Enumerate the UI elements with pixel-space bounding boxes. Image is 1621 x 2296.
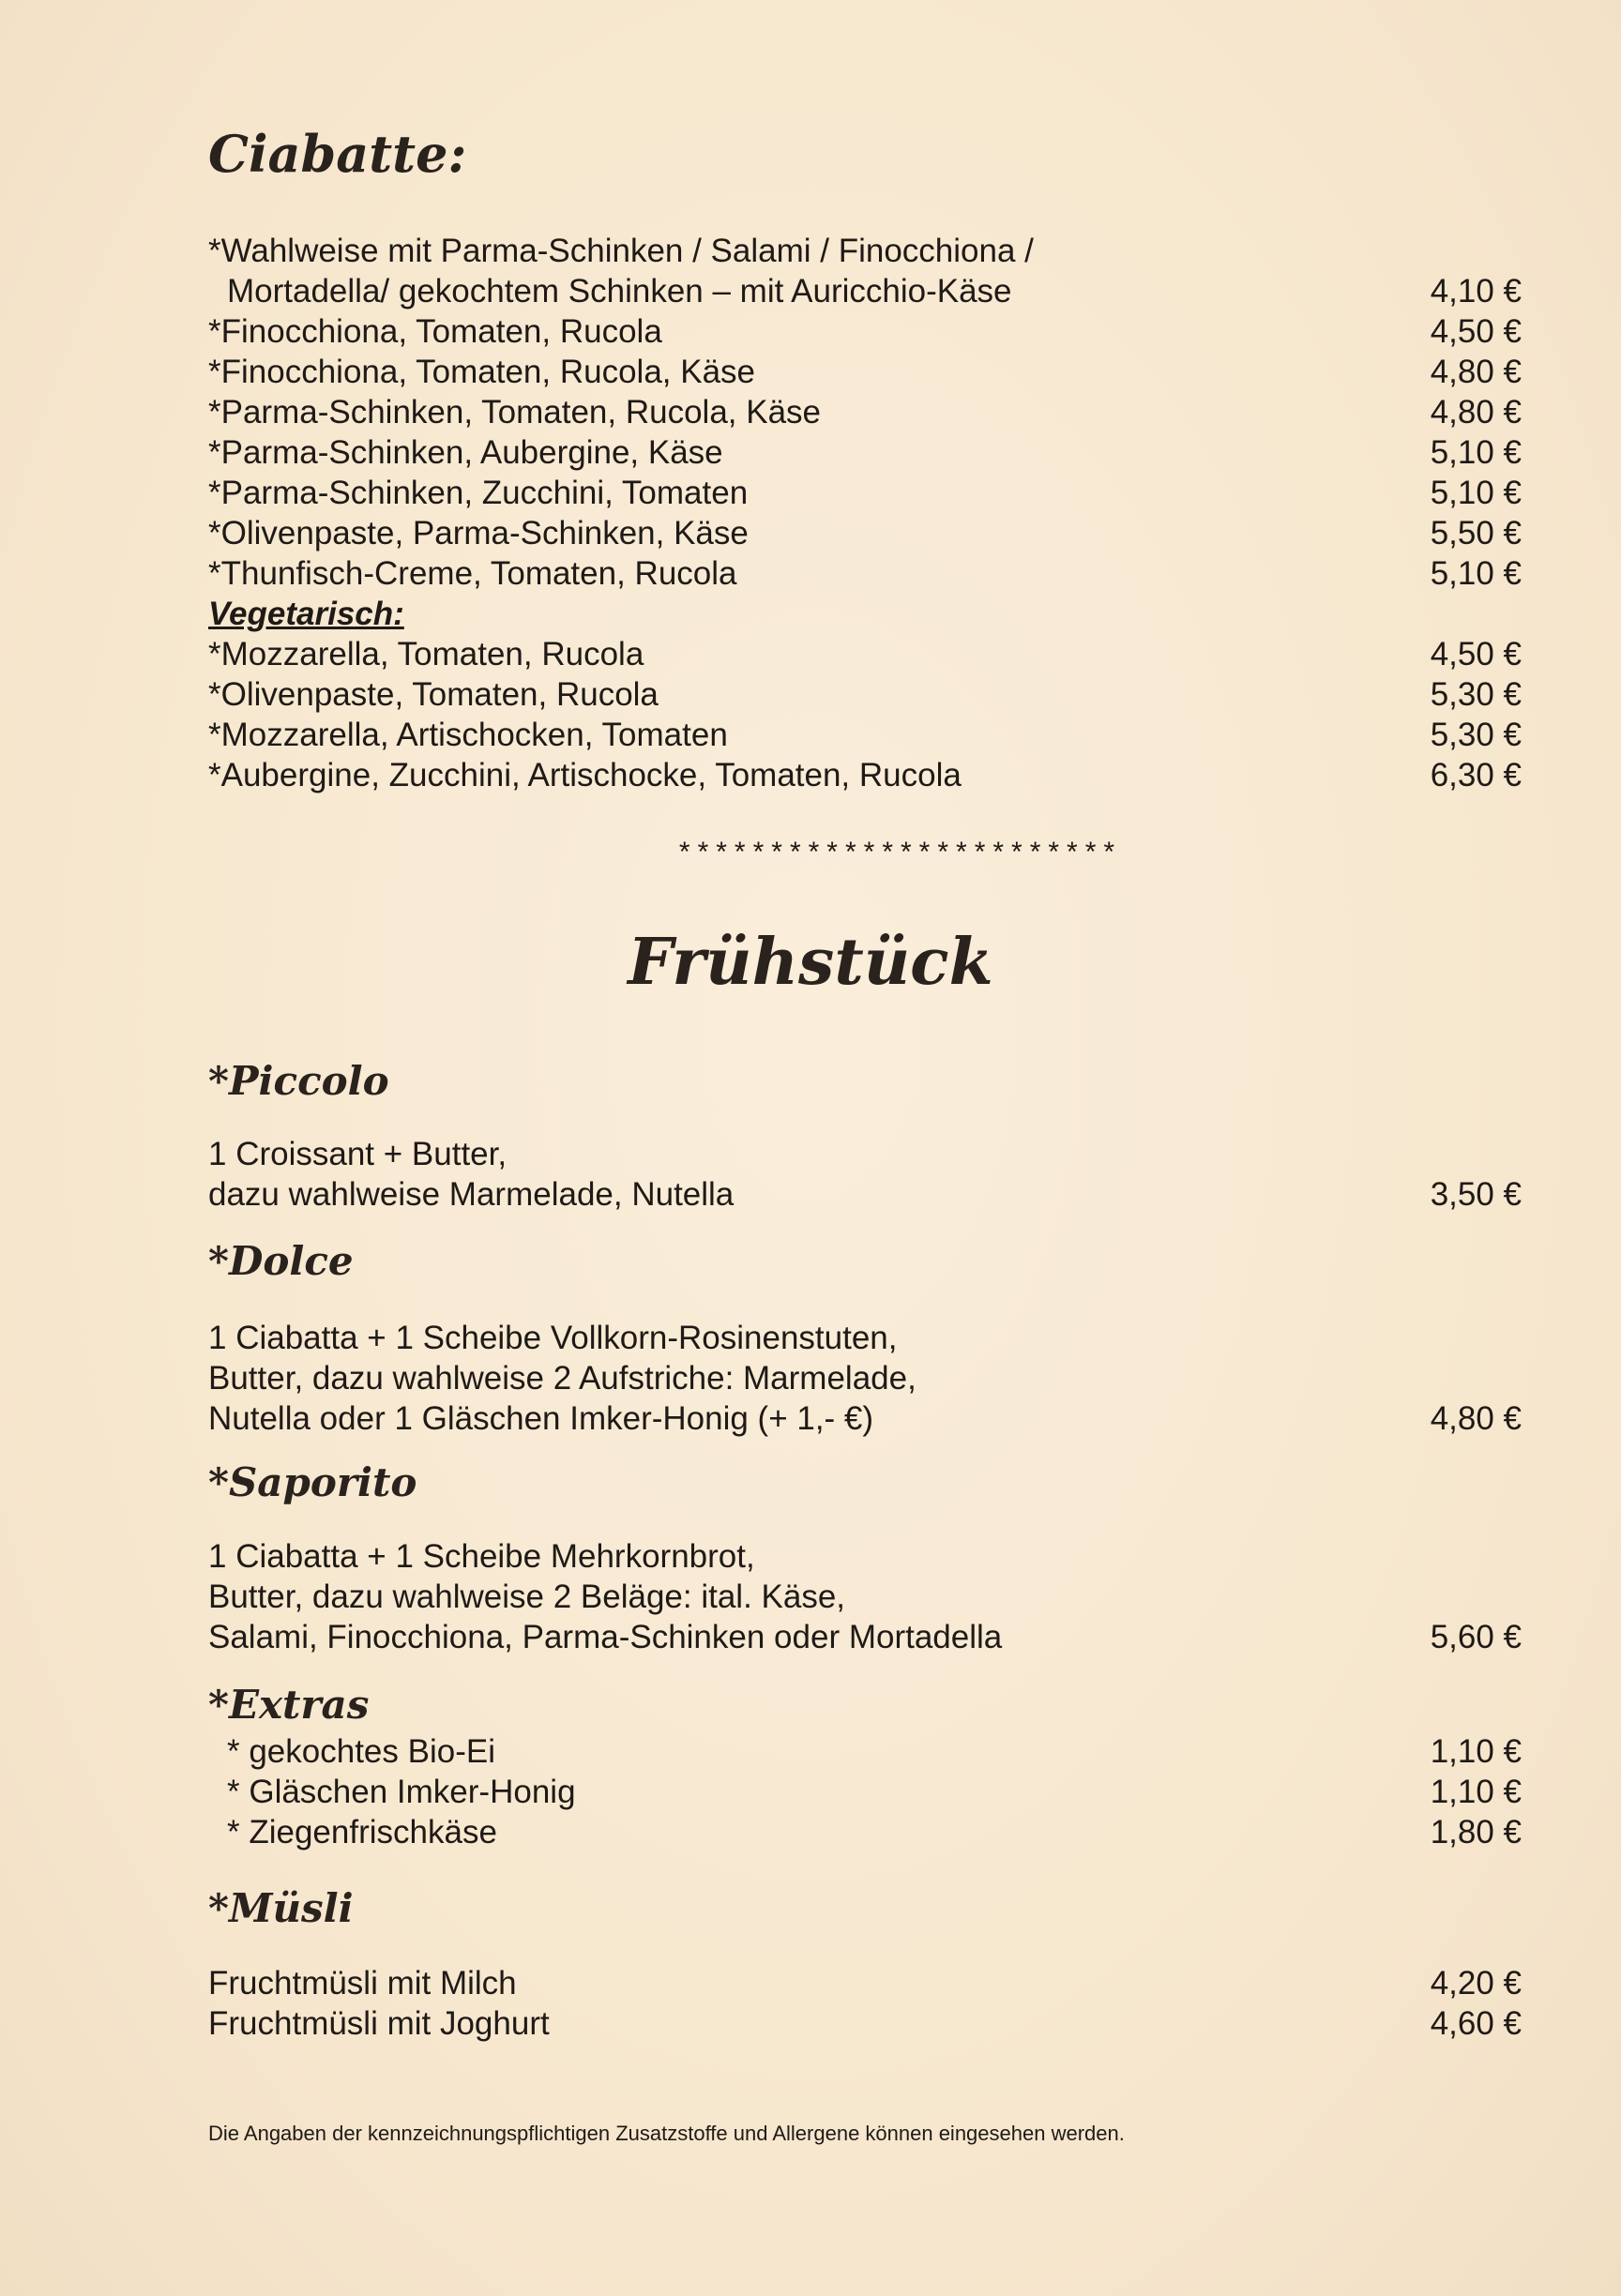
item-name: *Parma-Schinken, Zucchini, Tomaten	[208, 475, 749, 511]
piccolo-description-line: dazu wahlweise Marmelade, Nutella	[208, 1176, 735, 1213]
item-name: Fruchtmüsli mit Joghurt	[208, 2005, 550, 2042]
menu-item	[208, 1772, 1522, 1812]
item-price: 4,50 €	[1430, 636, 1522, 672]
menu-item	[208, 2003, 1522, 2044]
item-name: *Parma-Schinken, Tomaten, Rucola, Käse	[208, 394, 822, 430]
item-price: 4,80 €	[1430, 1400, 1522, 1437]
menu-item	[208, 1398, 1522, 1439]
ciabatte-heading: Ciabatte:	[208, 124, 467, 184]
item-name: * Gläschen Imker-Honig	[227, 1774, 576, 1810]
item-price: 3,50 €	[1430, 1176, 1522, 1213]
star-separator: ************************	[678, 837, 1123, 868]
fruehstueck-heading: Frühstück	[628, 925, 993, 1000]
menu-item	[208, 674, 1522, 715]
ciabatte-intro-line: *Wahlweise mit Parma-Schinken / Salami / Finocchiona /	[208, 233, 1034, 269]
item-price: 5,30 €	[1430, 676, 1522, 713]
menu-item	[208, 1963, 1522, 2003]
saporito-description-line: 1 Ciabatta + 1 Scheibe Mehrkornbrot,	[208, 1538, 755, 1575]
menu-item	[208, 271, 1522, 311]
item-price: 1,10 €	[1430, 1733, 1522, 1770]
menu-item	[208, 392, 1522, 432]
item-price: 5,60 €	[1430, 1619, 1522, 1655]
item-price: 4,50 €	[1430, 313, 1522, 350]
menu-item	[208, 715, 1522, 755]
menu-item	[208, 352, 1522, 392]
item-price: 1,80 €	[1430, 1814, 1522, 1850]
item-price: 1,10 €	[1430, 1774, 1522, 1810]
item-name: *Finocchiona, Tomaten, Rucola	[208, 313, 662, 350]
vegetarian-subheading: Vegetarisch:	[208, 596, 404, 632]
muesli-heading: *Müsli	[208, 1885, 354, 1931]
dolce-description-line: 1 Ciabatta + 1 Scheibe Vollkorn-Rosinenstuten,	[208, 1320, 898, 1356]
item-name: * gekochtes Bio-Ei	[227, 1733, 495, 1770]
allergen-footnote: Die Angaben der kennzeichnungspflichtigen Zusatzstoffe und Allergene können eingesehen werden.	[208, 2122, 1125, 2145]
item-price: 4,80 €	[1430, 394, 1522, 430]
item-name: *Mozzarella, Artischocken, Tomaten	[208, 717, 728, 753]
item-price: 5,30 €	[1430, 717, 1522, 753]
saporito-heading: *Saporito	[208, 1459, 417, 1505]
item-price: 4,20 €	[1430, 1965, 1522, 2001]
item-name: *Thunfisch-Creme, Tomaten, Rucola	[208, 555, 737, 592]
item-name: Mortadella/ gekochtem Schinken – mit Auricchio-Käse	[227, 273, 1012, 310]
item-name: *Parma-Schinken, Aubergine, Käse	[208, 434, 723, 471]
item-price: 5,10 €	[1430, 475, 1522, 511]
menu-item	[208, 311, 1522, 352]
item-name: * Ziegenfrischkäse	[227, 1814, 497, 1850]
saporito-description-line: Salami, Finocchiona, Parma-Schinken oder Mortadella	[208, 1619, 1003, 1655]
menu-item	[208, 755, 1522, 795]
extras-heading: *Extras	[208, 1682, 370, 1728]
item-price: 4,80 €	[1430, 354, 1522, 390]
menu-item	[208, 1617, 1522, 1657]
dolce-heading: *Dolce	[208, 1238, 354, 1284]
piccolo-heading: *Piccolo	[208, 1058, 389, 1104]
item-name: *Finocchiona, Tomaten, Rucola, Käse	[208, 354, 756, 390]
item-name: *Olivenpaste, Parma-Schinken, Käse	[208, 515, 749, 551]
dolce-description-line: Nutella oder 1 Gläschen Imker-Honig (+ 1,- €)	[208, 1400, 874, 1437]
item-price: 5,10 €	[1430, 555, 1522, 592]
menu-item	[208, 553, 1522, 594]
saporito-description-line: Butter, dazu wahlweise 2 Beläge: ital. Käse,	[208, 1578, 846, 1615]
menu-item	[208, 432, 1522, 473]
menu-item	[208, 1731, 1522, 1772]
item-price: 5,10 €	[1430, 434, 1522, 471]
item-name: Fruchtmüsli mit Milch	[208, 1965, 517, 2001]
item-price: 5,50 €	[1430, 515, 1522, 551]
item-price: 4,60 €	[1430, 2005, 1522, 2042]
piccolo-description-line: 1 Croissant + Butter,	[208, 1136, 508, 1172]
menu-item	[208, 1812, 1522, 1852]
menu-item	[208, 513, 1522, 553]
item-name: *Olivenpaste, Tomaten, Rucola	[208, 676, 659, 713]
dolce-description-line: Butter, dazu wahlweise 2 Aufstriche: Marmelade,	[208, 1360, 917, 1397]
item-name: *Mozzarella, Tomaten, Rucola	[208, 636, 644, 672]
menu-item	[208, 634, 1522, 674]
item-price: 4,10 €	[1430, 273, 1522, 310]
item-name: *Aubergine, Zucchini, Artischocke, Tomaten, Rucola	[208, 757, 962, 793]
item-price: 6,30 €	[1430, 757, 1522, 793]
menu-item	[208, 1174, 1522, 1215]
menu-item	[208, 473, 1522, 513]
